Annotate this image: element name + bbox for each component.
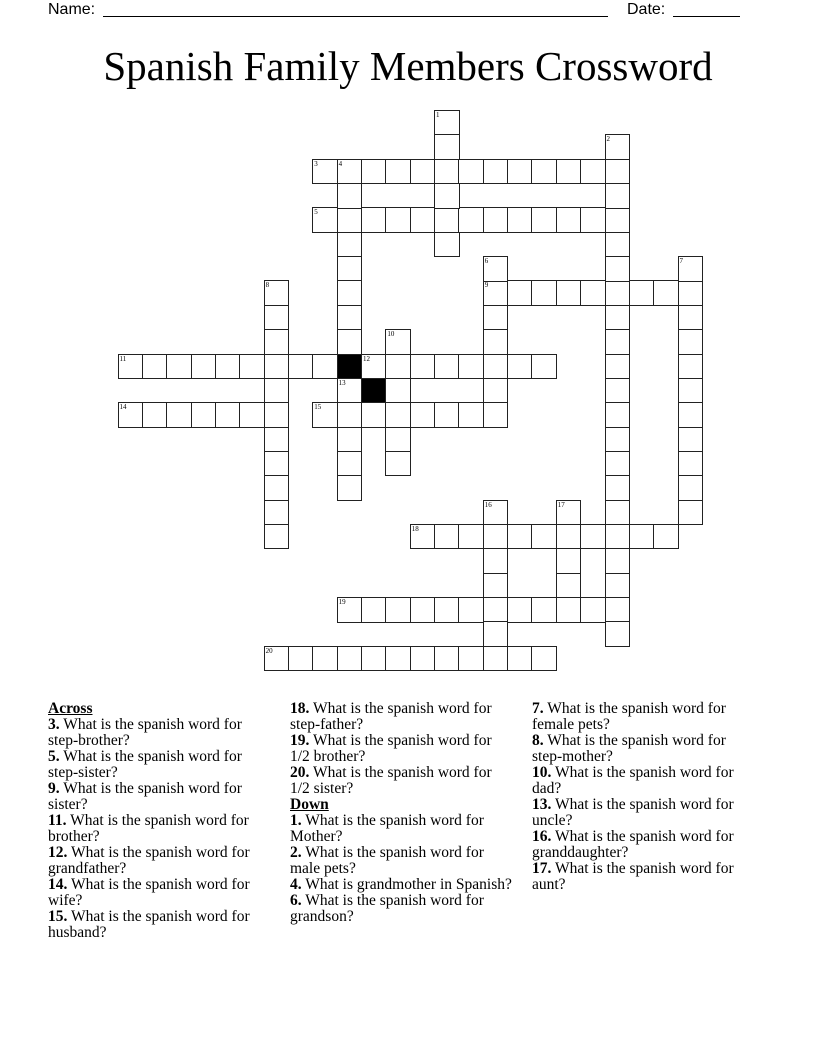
grid-cell[interactable]	[385, 646, 411, 672]
grid-cell[interactable]	[385, 402, 411, 428]
clues-column-1	[48, 701, 270, 941]
grid-cell[interactable]	[629, 280, 655, 306]
clue-list	[48, 717, 270, 941]
grid-cell[interactable]	[337, 183, 363, 209]
clue-text: What is the spanish word for brother?	[48, 812, 249, 845]
grid-cell[interactable]	[337, 232, 363, 258]
grid-cell[interactable]	[434, 183, 460, 209]
grid-cell[interactable]	[337, 378, 363, 404]
grid-cell[interactable]	[434, 207, 460, 233]
clue	[290, 813, 512, 845]
grid-cell[interactable]	[605, 329, 631, 355]
clue-number: 1.	[290, 812, 302, 829]
grid-cell[interactable]	[385, 354, 411, 380]
grid-cell[interactable]	[118, 354, 144, 380]
grid-cell[interactable]	[239, 354, 265, 380]
grid-cell[interactable]	[678, 256, 704, 282]
grid-cell[interactable]	[361, 354, 387, 380]
grid-cell[interactable]	[556, 500, 582, 526]
clue-text: What is the spanish word for sister?	[48, 780, 242, 813]
cell-number: 6	[484, 257, 489, 266]
grid-cell[interactable]	[483, 597, 509, 623]
clue-number: 13.	[532, 796, 552, 813]
grid-cell[interactable]	[118, 402, 144, 428]
clue-number: 12.	[48, 844, 68, 861]
grid-cell[interactable]	[507, 354, 533, 380]
clue-text: What is the spanish word for grandfather?	[48, 844, 250, 877]
grid-cell[interactable]	[605, 354, 631, 380]
clue-number: 3.	[48, 716, 60, 733]
grid-cell[interactable]	[507, 207, 533, 233]
cell-number: 3	[314, 159, 318, 168]
date-label: Date:	[627, 1, 666, 18]
clue-number: 11.	[48, 812, 67, 829]
grid-cell[interactable]	[531, 280, 557, 306]
clue-text: What is the spanish word for Mother?	[290, 812, 484, 845]
grid-cell[interactable]	[337, 159, 363, 185]
grid-cell[interactable]	[410, 524, 436, 550]
clue	[290, 893, 512, 925]
grid-cell[interactable]	[678, 500, 704, 526]
grid-cell[interactable]	[264, 402, 290, 428]
grid-cell[interactable]	[531, 207, 557, 233]
grid-cell[interactable]	[605, 451, 631, 477]
grid-cell[interactable]	[434, 524, 460, 550]
grid-cell[interactable]	[264, 646, 290, 672]
grid-cell[interactable]	[458, 646, 484, 672]
across-heading: Across	[48, 700, 93, 717]
clue-number: 18.	[290, 700, 310, 717]
grid-cell[interactable]	[288, 646, 314, 672]
clue	[532, 861, 754, 893]
grid-cell[interactable]	[653, 280, 679, 306]
grid-cell[interactable]	[580, 280, 606, 306]
grid-cell[interactable]	[385, 378, 411, 404]
grid-cell[interactable]	[337, 475, 363, 501]
clue	[532, 797, 754, 829]
grid-cell[interactable]	[385, 329, 411, 355]
grid-cell[interactable]	[483, 207, 509, 233]
clue	[290, 733, 512, 765]
grid-cell[interactable]	[678, 280, 704, 306]
cell-number: 12	[363, 354, 370, 363]
grid-cell[interactable]	[191, 402, 217, 428]
clue-number: 15.	[48, 908, 68, 925]
grid-cell[interactable]	[337, 329, 363, 355]
grid-cell[interactable]	[458, 524, 484, 550]
clue-text: What is the spanish word for wife?	[48, 876, 250, 909]
clues-column-3	[532, 701, 754, 893]
clue-list	[290, 701, 512, 797]
clue	[48, 845, 270, 877]
clue-text: What is the spanish word for female pets?	[532, 700, 726, 733]
grid-cell[interactable]	[337, 451, 363, 477]
grid-cell[interactable]	[312, 159, 338, 185]
grid-cell[interactable]	[605, 500, 631, 526]
grid-cell[interactable]	[410, 354, 436, 380]
clue	[532, 765, 754, 797]
grid-cell[interactable]	[458, 402, 484, 428]
grid-cell[interactable]	[678, 305, 704, 331]
grid-cell[interactable]	[678, 427, 704, 453]
grid-cell[interactable]	[434, 232, 460, 258]
grid-cell[interactable]	[605, 159, 631, 185]
grid-cell[interactable]	[410, 402, 436, 428]
grid-cell[interactable]	[483, 329, 509, 355]
cell-number: 16	[484, 500, 492, 509]
cell-number: 7	[679, 257, 684, 266]
cell-number: 11	[119, 354, 127, 363]
grid-cell[interactable]	[483, 256, 509, 282]
down-heading: Down	[290, 796, 329, 813]
grid-cell[interactable]	[629, 524, 655, 550]
grid-cell[interactable]	[678, 402, 704, 428]
cell-number: 20	[265, 646, 273, 655]
grid-cell[interactable]	[264, 427, 290, 453]
grid-cell[interactable]	[483, 378, 509, 404]
clue-number: 6.	[290, 892, 302, 909]
grid-cell[interactable]	[556, 548, 582, 574]
clue-number: 14.	[48, 876, 68, 893]
grid-cell[interactable]	[385, 159, 411, 185]
clue-text: What is the spanish word for dad?	[532, 764, 734, 797]
grid-cell[interactable]	[142, 354, 168, 380]
grid-cell[interactable]	[507, 597, 533, 623]
grid-cell[interactable]	[142, 402, 168, 428]
grid-cell[interactable]	[678, 354, 704, 380]
clue-text: What is the spanish word for husband?	[48, 908, 250, 941]
grid-cell[interactable]	[556, 524, 582, 550]
grid-cell[interactable]	[507, 159, 533, 185]
clue-text: What is the spanish word for uncle?	[532, 796, 734, 829]
grid-cell[interactable]	[434, 646, 460, 672]
grid-cell[interactable]	[483, 159, 509, 185]
grid-cell[interactable]	[507, 646, 533, 672]
black-cell	[337, 354, 363, 380]
grid-cell[interactable]	[483, 354, 509, 380]
clue-number: 20.	[290, 764, 310, 781]
grid-cell[interactable]	[337, 256, 363, 282]
grid-cell[interactable]	[507, 280, 533, 306]
grid-cell[interactable]	[337, 305, 363, 331]
clue-number: 10.	[532, 764, 552, 781]
clue-text: What is the spanish word for grandson?	[290, 892, 484, 925]
grid-cell[interactable]	[605, 134, 631, 160]
clue-number: 17.	[532, 860, 552, 877]
grid-cell[interactable]	[458, 597, 484, 623]
cell-number: 8	[265, 281, 270, 290]
clue-text: What is the spanish word for 1/2 brother?	[290, 732, 492, 765]
grid-cell[interactable]	[483, 305, 509, 331]
grid-cell[interactable]	[605, 280, 631, 306]
clue-number: 9.	[48, 780, 60, 797]
grid-cell[interactable]	[556, 573, 582, 599]
grid-cell[interactable]	[605, 402, 631, 428]
grid-cell[interactable]	[678, 329, 704, 355]
clue-text: What is the spanish word for male pets?	[290, 844, 484, 877]
clue	[532, 733, 754, 765]
grid-cell[interactable]	[605, 256, 631, 282]
clues-column-2	[290, 701, 512, 925]
grid-cell[interactable]	[312, 646, 338, 672]
cell-number: 19	[338, 598, 346, 606]
grid-cell[interactable]	[531, 646, 557, 672]
grid-cell[interactable]	[337, 280, 363, 306]
clue-text: What is the spanish word for step-brother?	[48, 716, 242, 749]
grid-cell[interactable]	[239, 402, 265, 428]
grid-cell[interactable]	[264, 451, 290, 477]
clue	[48, 781, 270, 813]
cell-number: 17	[557, 500, 565, 509]
grid-cell[interactable]	[434, 597, 460, 623]
clue-number: 8.	[532, 732, 544, 749]
grid-cell[interactable]	[580, 597, 606, 623]
clue-number: 4.	[290, 876, 302, 893]
grid-cell[interactable]	[215, 402, 241, 428]
grid-cell[interactable]	[434, 159, 460, 185]
clue-list	[532, 701, 754, 893]
grid-cell[interactable]	[434, 354, 460, 380]
grid-cell[interactable]	[410, 597, 436, 623]
cell-number: 18	[411, 524, 419, 533]
grid-cell[interactable]	[580, 524, 606, 550]
grid-cell[interactable]	[361, 646, 387, 672]
grid-cell[interactable]	[264, 475, 290, 501]
grid-cell[interactable]	[531, 159, 557, 185]
clue	[48, 877, 270, 909]
clue	[290, 765, 512, 797]
clue-text: What is the spanish word for granddaughter?	[532, 828, 734, 861]
grid-cell[interactable]	[483, 280, 509, 306]
cell-number: 10	[387, 330, 395, 339]
grid-cell[interactable]	[264, 378, 290, 404]
clue-text: What is the spanish word for 1/2 sister?	[290, 764, 492, 797]
grid-cell[interactable]	[434, 110, 460, 136]
grid-cell[interactable]	[483, 621, 509, 647]
clue-text: What is the spanish word for step-sister?	[48, 748, 242, 781]
grid-cell[interactable]	[458, 159, 484, 185]
cell-number: 2	[606, 135, 610, 144]
grid-cell[interactable]	[605, 573, 631, 599]
grid-cell[interactable]	[678, 451, 704, 477]
grid-cell[interactable]	[434, 134, 460, 160]
grid-cell[interactable]	[605, 183, 631, 209]
grid-cell[interactable]	[410, 207, 436, 233]
grid-cell[interactable]	[410, 646, 436, 672]
grid-cell[interactable]	[605, 232, 631, 258]
grid-cell[interactable]	[385, 451, 411, 477]
clue-number: 16.	[532, 828, 552, 845]
grid-cell[interactable]	[605, 621, 631, 647]
grid-cell[interactable]	[337, 207, 363, 233]
clue	[48, 909, 270, 941]
grid-cell[interactable]	[531, 597, 557, 623]
clue-list	[290, 813, 512, 925]
grid-cell[interactable]	[605, 427, 631, 453]
grid-cell[interactable]	[605, 524, 631, 550]
grid-cell[interactable]	[288, 354, 314, 380]
grid-cell[interactable]	[337, 597, 363, 623]
black-cell	[361, 378, 387, 404]
clue-number: 5.	[48, 748, 60, 765]
grid-cell[interactable]	[385, 597, 411, 623]
clue	[48, 813, 270, 845]
grid-cell[interactable]	[556, 207, 582, 233]
clue-text: What is the spanish word for aunt?	[532, 860, 734, 893]
grid-cell[interactable]	[264, 305, 290, 331]
cell-number: 15	[314, 403, 322, 412]
clue	[532, 701, 754, 733]
grid-cell[interactable]	[556, 159, 582, 185]
page-title: Spanish Family Members Crossword	[103, 43, 713, 89]
clue-number: 7.	[532, 700, 544, 717]
grid-cell[interactable]	[361, 207, 387, 233]
grid-cell[interactable]	[458, 207, 484, 233]
grid-cell[interactable]	[361, 597, 387, 623]
cell-number: 4	[338, 159, 343, 168]
grid-cell[interactable]	[531, 524, 557, 550]
clue	[48, 749, 270, 781]
grid-cell[interactable]	[312, 207, 338, 233]
grid-cell[interactable]	[264, 329, 290, 355]
grid-cell[interactable]	[264, 500, 290, 526]
clue	[290, 701, 512, 733]
grid-cell[interactable]	[605, 548, 631, 574]
cell-number: 13	[338, 378, 346, 387]
grid-cell[interactable]	[556, 597, 582, 623]
clue-text: What is grandmother in Spanish?	[305, 876, 512, 893]
grid-cell[interactable]	[605, 305, 631, 331]
grid-cell[interactable]	[434, 402, 460, 428]
grid-cell[interactable]	[483, 548, 509, 574]
grid-cell[interactable]	[385, 207, 411, 233]
grid-cell[interactable]	[483, 646, 509, 672]
grid-cell[interactable]	[483, 573, 509, 599]
grid-cell[interactable]	[410, 159, 436, 185]
grid-cell[interactable]	[580, 159, 606, 185]
clue	[290, 845, 512, 877]
clue	[532, 829, 754, 861]
name-label: Name:	[48, 1, 96, 18]
grid-cell[interactable]	[678, 475, 704, 501]
grid-cell[interactable]	[531, 354, 557, 380]
grid-cell[interactable]	[361, 402, 387, 428]
clue-number: 2.	[290, 844, 302, 861]
grid-cell[interactable]	[312, 354, 338, 380]
grid-cell[interactable]	[166, 402, 192, 428]
grid-cell[interactable]	[385, 427, 411, 453]
grid-cell[interactable]	[264, 280, 290, 306]
grid-cell[interactable]	[361, 159, 387, 185]
grid-cell[interactable]	[166, 354, 192, 380]
grid-cell[interactable]	[264, 354, 290, 380]
grid-cell[interactable]	[483, 524, 509, 550]
grid-cell[interactable]	[605, 475, 631, 501]
clue-text: What is the spanish word for step-father?	[290, 700, 492, 733]
cell-number: 9	[484, 281, 489, 290]
cell-number: 14	[119, 403, 127, 412]
grid-cell[interactable]	[605, 597, 631, 623]
grid-cell[interactable]	[605, 207, 631, 233]
cell-number: 1	[436, 111, 440, 119]
grid-cell[interactable]	[483, 402, 509, 428]
grid-cell[interactable]	[653, 524, 679, 550]
grid-cell[interactable]	[312, 402, 338, 428]
grid-cell[interactable]	[264, 524, 290, 550]
cell-number: 5	[314, 208, 318, 217]
grid-cell[interactable]	[580, 207, 606, 233]
clue-text: What is the spanish word for step-mother?	[532, 732, 726, 765]
grid-cell[interactable]	[483, 500, 509, 526]
clue-number: 19.	[290, 732, 310, 749]
grid-cell[interactable]	[337, 646, 363, 672]
grid-cell[interactable]	[215, 354, 241, 380]
clue	[48, 717, 270, 749]
clue	[290, 877, 512, 893]
grid-cell[interactable]	[556, 280, 582, 306]
grid-cell[interactable]	[507, 524, 533, 550]
grid-cell[interactable]	[678, 378, 704, 404]
grid-cell[interactable]	[191, 354, 217, 380]
grid-cell[interactable]	[337, 427, 363, 453]
grid-cell[interactable]	[605, 378, 631, 404]
grid-cell[interactable]	[458, 354, 484, 380]
grid-cell[interactable]	[337, 402, 363, 428]
